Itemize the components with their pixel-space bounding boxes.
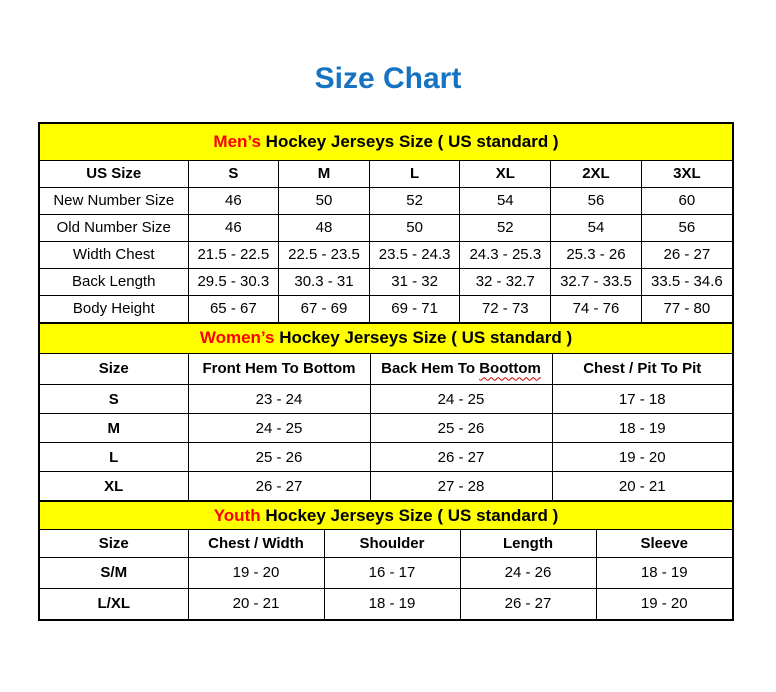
mens-section: [40, 124, 732, 323]
table-row: [40, 295, 732, 322]
size-value-cell: 30.3 - 31: [279, 268, 370, 295]
table-row: [40, 187, 732, 214]
column-header: Shoulder: [324, 530, 460, 557]
size-value-cell: 31 - 32: [369, 268, 460, 295]
size-value-cell: 54: [460, 187, 551, 214]
size-value-cell: 17 - 18: [552, 385, 732, 414]
size-value-cell: 50: [279, 187, 370, 214]
youth-header-row: [40, 530, 732, 557]
size-value-cell: 69 - 71: [369, 295, 460, 322]
size-value-cell: 18 - 19: [596, 557, 732, 588]
size-value-cell: 22.5 - 23.5: [279, 241, 370, 268]
row-label: XL: [40, 472, 188, 501]
back-hem-label-prefix: Back Hem To: [381, 360, 480, 378]
size-value-cell: 67 - 69: [279, 295, 370, 322]
table-row: [40, 472, 732, 501]
size-value-cell: 27 - 28: [370, 472, 552, 501]
table-row: [40, 214, 732, 241]
size-value-cell: 23 - 24: [188, 385, 370, 414]
column-header: US Size: [40, 161, 188, 187]
size-value-cell: 23.5 - 24.3: [369, 241, 460, 268]
size-value-cell: 54: [551, 214, 642, 241]
size-value-cell: 20 - 21: [188, 588, 324, 619]
size-value-cell: 24 - 25: [188, 414, 370, 443]
column-header: 2XL: [551, 161, 642, 187]
row-label: Body Height: [40, 295, 188, 322]
youth-section: [40, 501, 732, 619]
size-value-cell: 18 - 19: [324, 588, 460, 619]
size-value-cell: 32.7 - 33.5: [551, 268, 642, 295]
womens-section-header-highlight: Women’s: [199, 328, 275, 347]
column-header: Size: [40, 530, 188, 557]
size-value-cell: 52: [369, 187, 460, 214]
size-chart-tables: [38, 122, 734, 621]
row-label: Width Chest: [40, 241, 188, 268]
size-value-cell: 26 - 27: [370, 443, 552, 472]
womens-section: [40, 323, 732, 502]
column-header: XL: [460, 161, 551, 187]
back-hem-misspelled-word: Boottom: [479, 360, 541, 378]
size-value-cell: 33.5 - 34.6: [641, 268, 732, 295]
page-title: Size Chart: [314, 62, 462, 95]
row-label: New Number Size: [40, 187, 188, 214]
size-value-cell: 46: [188, 187, 279, 214]
size-value-cell: 19 - 20: [552, 443, 732, 472]
size-value-cell: 77 - 80: [641, 295, 732, 322]
column-header: Length: [460, 530, 596, 557]
row-label: Back Length: [40, 268, 188, 295]
size-value-cell: 48: [279, 214, 370, 241]
row-label: Old Number Size: [40, 214, 188, 241]
youth-section-header-highlight: Youth: [213, 505, 261, 525]
column-header: Size: [40, 354, 188, 385]
womens-section-header: [40, 323, 732, 354]
size-value-cell: 26 - 27: [641, 241, 732, 268]
size-value-cell: 16 - 17: [324, 557, 460, 588]
size-value-cell: 56: [641, 214, 732, 241]
size-value-cell: 20 - 21: [552, 472, 732, 501]
table-row: [40, 588, 732, 619]
size-value-cell: 26 - 27: [188, 472, 370, 501]
row-label: L: [40, 443, 188, 472]
size-value-cell: 25 - 26: [188, 443, 370, 472]
size-value-cell: 74 - 76: [551, 295, 642, 322]
size-value-cell: 21.5 - 22.5: [188, 241, 279, 268]
youth-size-table: [40, 530, 732, 619]
table-row: [40, 268, 732, 295]
row-label: M: [40, 414, 188, 443]
column-header: Sleeve: [596, 530, 732, 557]
table-row: [40, 385, 732, 414]
size-value-cell: 19 - 20: [188, 557, 324, 588]
womens-size-table: [40, 354, 732, 502]
womens-section-header-text: Hockey Jerseys Size ( US standard ): [274, 328, 573, 347]
mens-size-table: [40, 161, 732, 323]
size-value-cell: 50: [369, 214, 460, 241]
table-row: [40, 443, 732, 472]
mens-section-header: [40, 124, 732, 161]
row-label: L/XL: [40, 588, 188, 619]
column-header: S: [188, 161, 279, 187]
size-value-cell: 19 - 20: [596, 588, 732, 619]
youth-section-header-text: Hockey Jerseys Size ( US standard ): [260, 505, 559, 525]
size-value-cell: 52: [460, 214, 551, 241]
row-label: S/M: [40, 557, 188, 588]
column-header: Front Hem To Bottom: [188, 354, 370, 385]
womens-header-row: [40, 354, 732, 385]
size-value-cell: 46: [188, 214, 279, 241]
column-header: Chest / Width: [188, 530, 324, 557]
column-header: L: [369, 161, 460, 187]
table-row: [40, 557, 732, 588]
table-row: [40, 241, 732, 268]
size-value-cell: 24.3 - 25.3: [460, 241, 551, 268]
column-header: Chest / Pit To Pit: [552, 354, 732, 385]
size-value-cell: 25 - 26: [370, 414, 552, 443]
size-value-cell: 25.3 - 26: [551, 241, 642, 268]
size-value-cell: 56: [551, 187, 642, 214]
size-value-cell: 65 - 67: [188, 295, 279, 322]
mens-header-row: [40, 161, 732, 187]
column-header: M: [279, 161, 370, 187]
size-value-cell: 29.5 - 30.3: [188, 268, 279, 295]
size-value-cell: 24 - 26: [460, 557, 596, 588]
column-header: 3XL: [641, 161, 732, 187]
mens-section-header-highlight: Men’s: [213, 132, 261, 151]
row-label: S: [40, 385, 188, 414]
size-value-cell: 24 - 25: [370, 385, 552, 414]
size-value-cell: 32 - 32.7: [460, 268, 551, 295]
table-row: [40, 414, 732, 443]
mens-section-header-text: Hockey Jerseys Size ( US standard ): [260, 132, 559, 151]
size-value-cell: 26 - 27: [460, 588, 596, 619]
size-value-cell: 72 - 73: [460, 295, 551, 322]
youth-section-header: [40, 501, 732, 530]
size-value-cell: 18 - 19: [552, 414, 732, 443]
size-value-cell: 60: [641, 187, 732, 214]
column-header-back-hem: [370, 354, 552, 385]
